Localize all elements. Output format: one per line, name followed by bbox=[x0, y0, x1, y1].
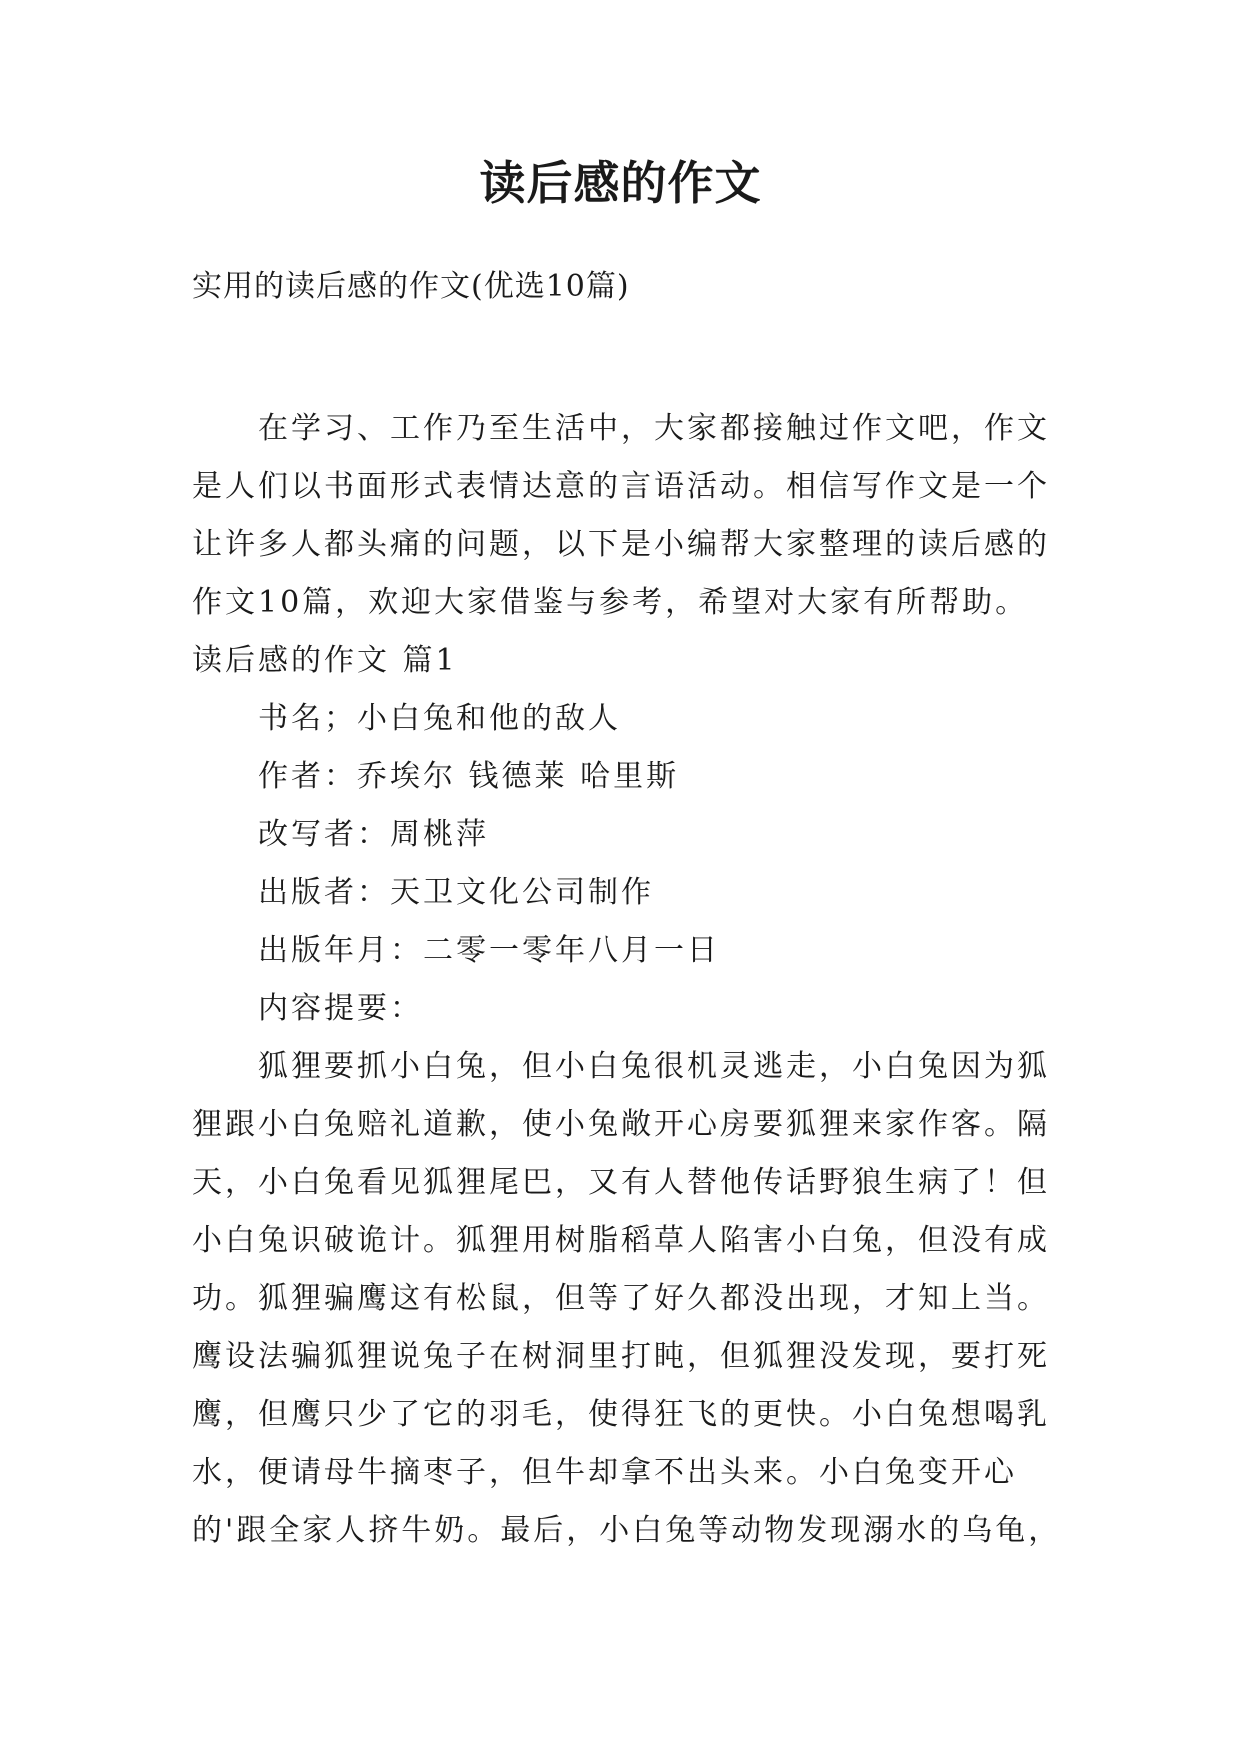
document-subtitle: 实用的读后感的作文(优选10篇) bbox=[192, 269, 630, 304]
summary-paragraph: 狐狸要抓小白兔，但小白兔很机灵逃走，小白兔因为狐狸跟小白兔赔礼道歉，使小兔敞开心房要狐狸来家作客。隔天，小白兔看见狐狸尾巴，又有人替他传话野狼生病了！但小白兔识破诡计。狐狸用树脂稻草人陷害小白兔，但没有成功。狐狸骗鹰这有松鼠，但等了好久都没出现，才知上当。鹰设法骗狐狸说兔子在树洞里打盹，但狐狸没发现，要打死鹰，但鹰只少了它的羽毛，使得狂飞的更快。小白兔想喝乳水，便请母牛摘枣子，但牛却拿不出头来。小白兔变开心的'跟全家人挤牛奶。最后，小白兔等动物发现溺水的乌龟， bbox=[192, 1049, 1062, 1548]
publisher-line: 出版者：天卫文化公司制作 bbox=[258, 875, 654, 910]
summary-label: 内容提要： bbox=[258, 991, 423, 1026]
intro-paragraph: 在学习、工作乃至生活中，大家都接触过作文吧，作文是人们以书面形式表情达意的言语活动。相信写作文是一个让许多人都头痛的问题，以下是小编帮大家整理的读后感的作文10篇，欢迎大家借鉴与参考，希望对大家有所帮助。 bbox=[192, 411, 1050, 620]
book-name-line: 书名；小白兔和他的敌人 bbox=[258, 701, 621, 736]
document-body bbox=[192, 400, 1072, 1560]
section-heading: 读后感的作文 篇1 bbox=[192, 643, 458, 678]
author-line: 作者：乔埃尔 钱德莱 哈里斯 bbox=[258, 759, 680, 794]
adapter-line: 改写者：周桃萍 bbox=[258, 817, 489, 852]
publish-date-line: 出版年月：二零一零年八月一日 bbox=[258, 933, 720, 968]
document-title: 读后感的作文 bbox=[479, 156, 762, 210]
